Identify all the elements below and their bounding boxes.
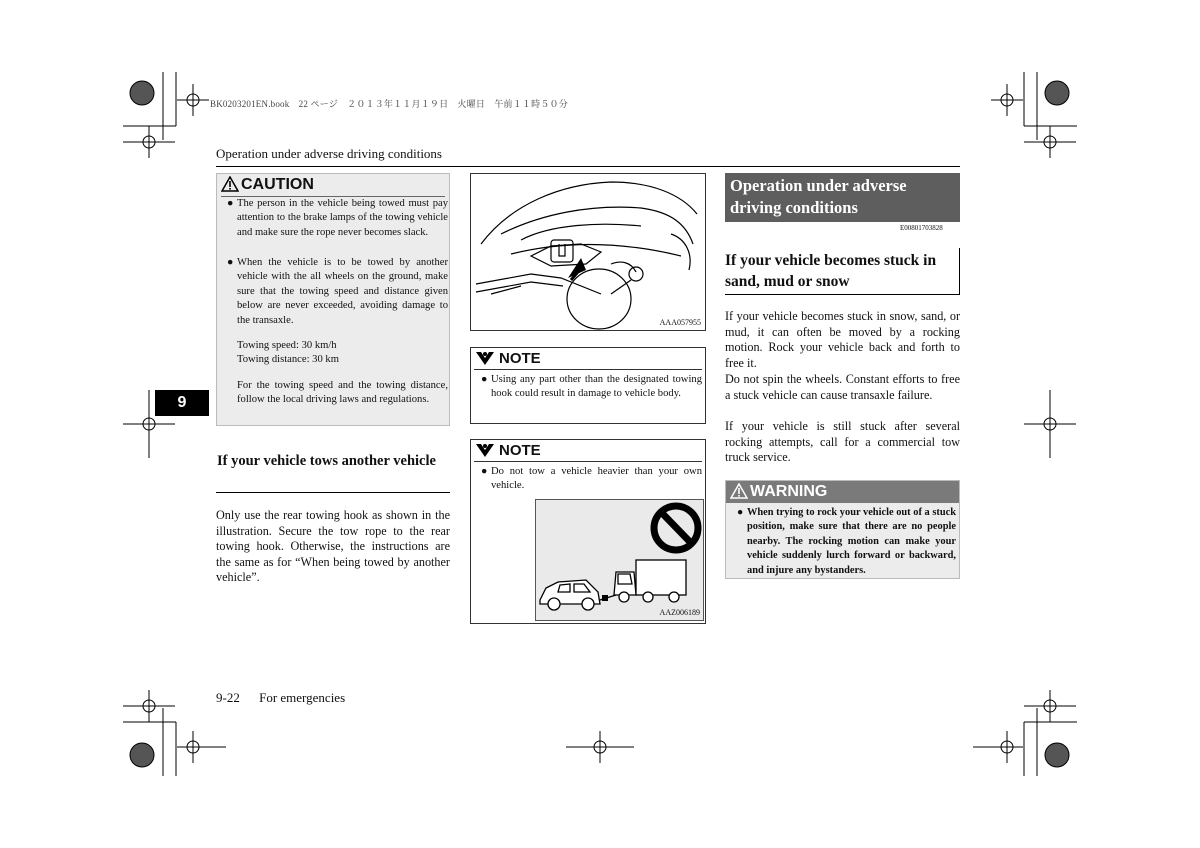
towing-note: For the towing speed and the towing distance, follow the local driving laws and regulations. — [237, 380, 448, 406]
note-label: NOTE — [499, 442, 541, 459]
stuck-title-side-rule — [959, 248, 960, 294]
bullet-icon: ● — [227, 257, 234, 268]
section-heading: Operation under adverse driving conditions — [725, 173, 960, 222]
bullet-icon: ● — [481, 374, 488, 385]
page-number: 9-22 — [216, 690, 240, 705]
stuck-title: If your vehicle becomes stuck in sand, mud or snow — [725, 252, 937, 290]
stuck-title-rule — [725, 294, 960, 295]
tows-another-body: Only use the rear towing hook as shown in the illustration. Secure the tow rope to the rear towing hook. Otherwise, the instructions are the same as for “When being towed by another vehicle”. — [216, 508, 450, 585]
caution-box — [216, 173, 450, 426]
caution-title — [221, 176, 314, 194]
warning-box — [725, 480, 960, 579]
note-rule — [474, 461, 702, 462]
bullet-icon: ● — [737, 507, 744, 518]
figure-code: AAA057955 — [659, 318, 701, 327]
stuck-para-2: Do not spin the wheels. Constant efforts to free a stuck vehicle can cause transaxle failure. — [725, 372, 960, 402]
stuck-para-3: If your vehicle is still stuck after several rocking attempts, call for a commercial tow truck service. — [725, 419, 960, 465]
figure-code: AAZ006189 — [659, 608, 700, 617]
note-label: NOTE — [499, 350, 541, 367]
note-icon — [475, 442, 495, 458]
stuck-para-1: If your vehicle becomes stuck in snow, sand, or mud, it can often be moved by a rocking motion. Rock your vehicle back and forth to free it. — [725, 309, 960, 370]
note-rule — [474, 369, 702, 370]
note1-bullet — [481, 373, 702, 402]
footer-section: For emergencies — [259, 690, 346, 705]
note-icon — [475, 350, 495, 366]
section-code: E00801703828 — [900, 224, 943, 232]
caution-bullet-1 — [227, 197, 448, 240]
no-heavy-tow-figure — [535, 499, 704, 621]
note-box-2 — [470, 439, 706, 624]
warning-body: When trying to rock your vehicle out of a stuck position, make sure that there are no people nearby. The rocking motion can make your vehicle suddenly lurch forward or backward, and injure any bystanders. — [747, 507, 956, 576]
caution-bullet-2 — [227, 256, 448, 328]
running-head: Operation under adverse driving conditions — [216, 146, 442, 161]
header-rule — [216, 166, 960, 167]
note-title — [475, 442, 541, 459]
note2-bullet — [481, 465, 702, 494]
chapter-tab: 9 — [155, 390, 209, 416]
note-title — [475, 350, 541, 367]
tows-another-rule — [216, 492, 450, 493]
no-towing-illustration — [536, 500, 703, 620]
warning-text — [737, 506, 956, 578]
caution-bullet-text: The person in the vehicle being towed must pay attention to the brake lamps of the towing vehicle and make sure the rope never becomes slack. — [237, 198, 448, 238]
note2-text: Do not tow a vehicle heavier than your own vehicle. — [491, 466, 702, 492]
towing-hook-illustration — [471, 174, 705, 330]
note-box-1 — [470, 347, 706, 424]
warning-triangle-icon — [730, 483, 748, 499]
print-header: BK0203201EN.book 22 ページ ２０１３年１１月１９日 火曜日 午前１１時５０分 — [210, 99, 568, 109]
tows-another-title: If your vehicle tows another vehicle — [217, 453, 436, 469]
page-footer — [216, 690, 345, 706]
bullet-icon: ● — [481, 466, 488, 477]
towing-speed: Towing speed: 30 km/h — [237, 340, 337, 351]
warning-label: WARNING — [750, 483, 828, 500]
note1-text: Using any part other than the designated towing hook could result in damage to vehicle body. — [491, 374, 702, 400]
towing-hook-figure — [470, 173, 706, 331]
warning-triangle-icon — [221, 176, 239, 192]
towing-distance: Towing distance: 30 km — [237, 354, 339, 365]
caution-label: CAUTION — [241, 176, 314, 193]
bullet-icon: ● — [227, 198, 234, 209]
warning-title — [726, 481, 959, 503]
caution-bullet-text: When the vehicle is to be towed by another vehicle with the all wheels on the ground, make sure that the towing speed and distance given below are never exceeded, avoiding damage to the transaxle. — [237, 257, 448, 326]
